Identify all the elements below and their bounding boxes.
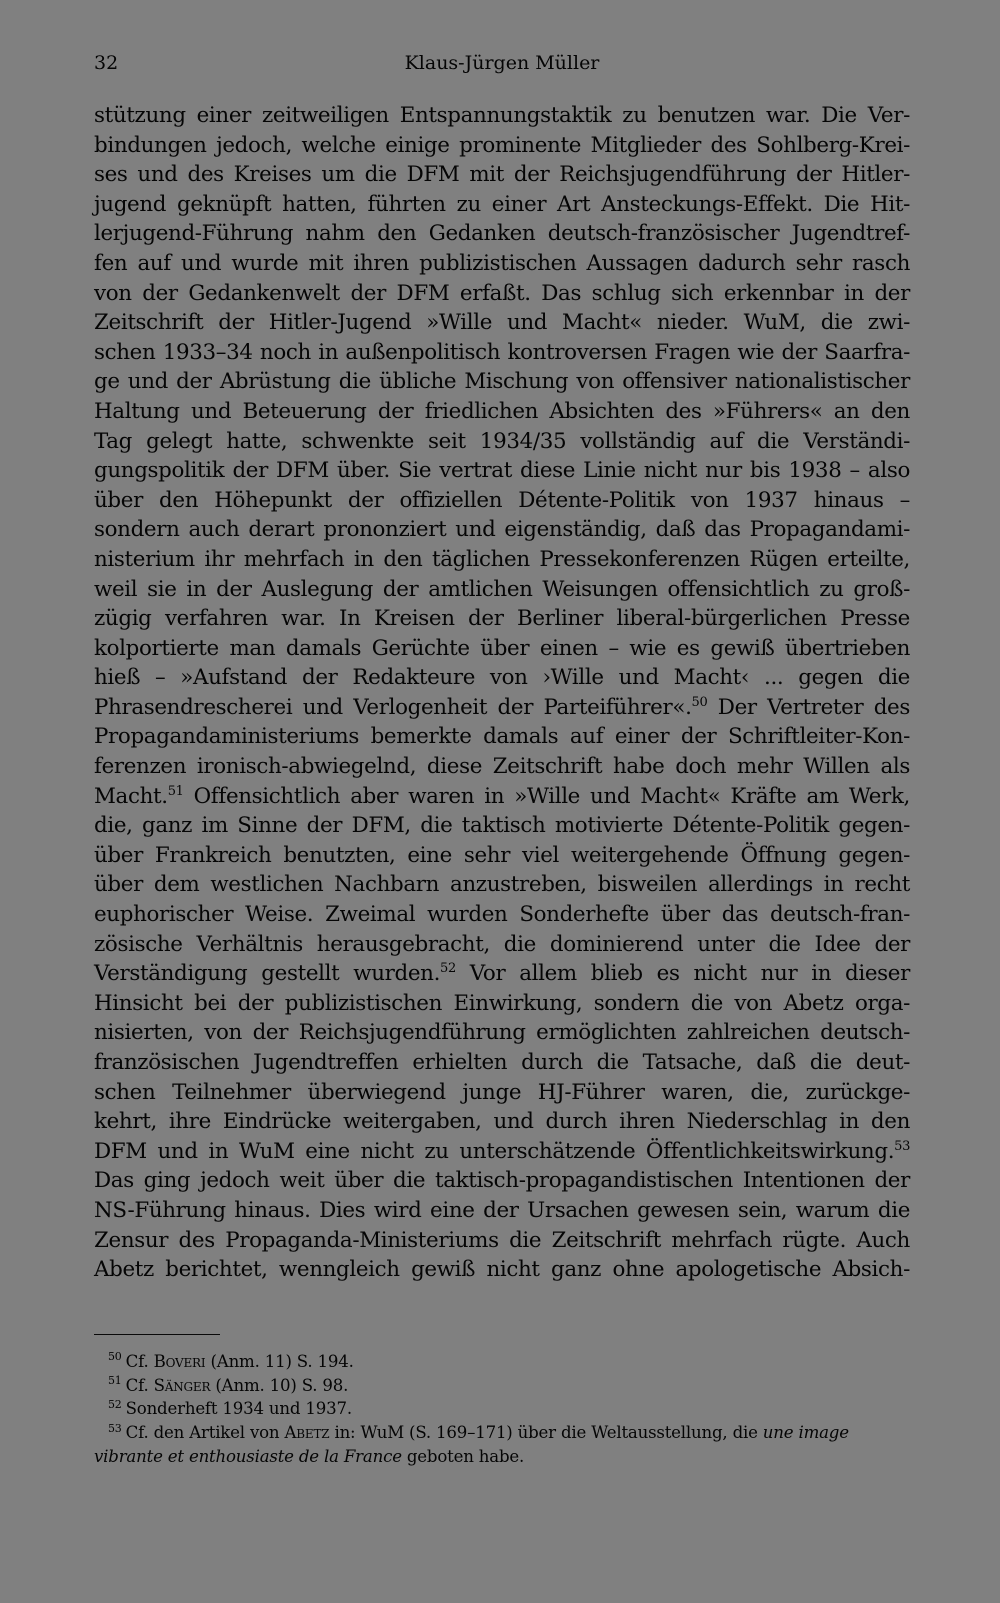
text-segment: Vor allem blieb es nicht nur in dieser (455, 961, 910, 987)
text-line (94, 959, 910, 989)
footnote-number: 53 (108, 1421, 122, 1435)
footnote (94, 1421, 910, 1445)
text-line: schen 1933–34 noch in außenpolitisch kontroversen Fragen wie der Saarfra- (94, 339, 910, 365)
text-line: über den Höhepunkt der offiziellen Détente-Politik von 1937 hinaus – (94, 487, 910, 513)
text-line: nisterium ihr mehrfach in den täglichen Pressekonferenzen Rügen erteilte, (94, 546, 910, 572)
text-line: Haltung und Beteuerung der friedlichen Absichten des »Führers« an den (94, 398, 910, 424)
footnote (94, 1350, 910, 1374)
text-line: über dem westlichen Nachbarn anzustreben, bisweilen allerdings in recht (94, 872, 910, 898)
text-line: schen Teilnehmer überwiegend junge HJ-Führer waren, die, zurückge- (94, 1079, 910, 1105)
text-line (94, 1137, 910, 1167)
footnote-reference[interactable]: 51 (167, 783, 184, 799)
running-head (94, 52, 910, 82)
text-line: Propagandaministeriums bemerkte damals auf einer der Schriftleiter-Kon- (94, 724, 910, 750)
text-segment: Verständigung gestellt wurden. (94, 961, 441, 987)
text-line: französischen Jugendtreffen erhielten durch die Tatsache, daß die deut- (94, 1050, 910, 1075)
footnote-text: Cf. (125, 1375, 154, 1395)
text-line: jugend geknüpft hatten, führten zu einer Art Ansteckungs-Effekt. Die Hit- (94, 191, 910, 217)
text-segment: Offensichtlich aber waren in »Wille und Macht« Kräfte am Werk, (183, 783, 910, 809)
footnote-author: Abetz (284, 1423, 330, 1443)
text-segment: Der Vertreter des (707, 694, 910, 720)
text-line (94, 693, 910, 723)
footnote-quote: vibrante et enthousiaste de la France (94, 1446, 402, 1466)
footnote (94, 1397, 910, 1421)
footnote-quote: une image (762, 1423, 849, 1443)
text-line: hieß – »Aufstand der Redakteure von ›Wille und Macht‹ ... gegen die (94, 665, 910, 691)
running-head-author: Klaus-Jürgen Müller (404, 52, 600, 74)
text-line: bindungen jedoch, welche einige prominente Mitglieder des Sohlberg-Krei- (94, 132, 910, 158)
text-line: NS-Führung hinaus. Dies wird eine der Ursachen gewesen sein, warum die (94, 1197, 910, 1223)
body-text (94, 101, 910, 1285)
footnote-number: 51 (108, 1374, 122, 1388)
footnote-continuation (94, 1445, 910, 1469)
footnote-text: (Anm. 10) S. 98. (210, 1375, 349, 1395)
footnote-author: Boveri (153, 1352, 206, 1371)
text-line: nisierten, von der Reichsjugendführung ermöglichten zahlreichen deutsch- (94, 1020, 910, 1046)
footnote-reference[interactable]: 53 (894, 1138, 910, 1154)
footnote-text: Sonderheft 1934 und 1937. (125, 1399, 352, 1419)
footnote-text: Cf. den Artikel von (125, 1423, 285, 1443)
text-line: euphorischer Weise. Zweimal wurden Sonderhefte über das deutsch-fran- (94, 902, 910, 928)
footnote-separator (94, 1334, 220, 1335)
text-segment: Phrasendrescherei und Verlogenheit der Parteiführer«. (94, 694, 692, 720)
text-segment: Macht. (94, 783, 168, 809)
footnote-text: (Anm. 11) S. 194. (205, 1352, 354, 1371)
page-number: 32 (94, 52, 119, 74)
text-line: kehrt, ihre Eindrücke weitergaben, und durch ihren Niederschlag in den (94, 1109, 910, 1135)
text-line: ge und der Abrüstung die übliche Mischung von offensiver nationalistischer (94, 369, 910, 395)
footnote-number: 52 (108, 1397, 122, 1411)
text-line: von der Gedankenwelt der DFM erfaßt. Das schlug sich erkennbar in der (94, 280, 910, 306)
text-line: stützung einer zeitweiligen Entspannungstaktik zu benutzen war. Die Ver- (94, 103, 910, 128)
text-line: sondern auch derart prononziert und eigenständig, daß das Propagandami- (94, 517, 910, 543)
footnote (94, 1374, 910, 1398)
text-line: Abetz berichtet, wenngleich gewiß nicht ganz ohne apologetische Absich- (94, 1257, 910, 1283)
footnote-text: geboten habe. (401, 1446, 525, 1466)
text-line: weil sie in der Auslegung der amtlichen Weisungen offensichtlich zu groß- (94, 576, 910, 602)
text-segment: DFM und in WuM eine nicht zu unterschätzende Öffentlichkeitswirkung. (94, 1138, 895, 1164)
text-line: zügig verfahren war. In Kreisen der Berliner liberal-bürgerlichen Presse (94, 606, 910, 632)
text-line: ses und des Kreises um die DFM mit der Reichsjugendführung der Hitler- (94, 162, 910, 188)
footnote-reference[interactable]: 50 (691, 694, 708, 710)
text-line: Tag gelegt hatte, schwenkte seit 1934/35 vollständig auf die Verständi- (94, 428, 910, 454)
text-line: ferenzen ironisch-abwiegelnd, diese Zeitschrift habe doch mehr Willen als (94, 754, 910, 780)
footnote-author: Sänger (153, 1375, 211, 1395)
text-line: Hinsicht bei der publizistischen Einwirkung, sondern die von Abetz orga- (94, 990, 910, 1016)
text-line: kolportierte man damals Gerüchte über einen – wie es gewiß übertrieben (94, 635, 910, 661)
footnote-reference[interactable]: 52 (440, 961, 456, 977)
footnote-text: Cf. (125, 1352, 154, 1371)
text-line (94, 782, 910, 812)
text-line: zösische Verhältnis herausgebracht, die dominierend unter die Idee der (94, 931, 910, 957)
text-line: über Frankreich benutzten, eine sehr viel weitergehende Öffnung gegen- (94, 842, 910, 868)
text-line: fen auf und wurde mit ihren publizistischen Aussagen dadurch sehr rasch (94, 250, 910, 276)
footnote-number: 50 (108, 1350, 122, 1364)
footnotes (94, 1350, 910, 1468)
text-line: lerjugend-Führung nahm den Gedanken deutsch-französischer Jugendtref- (94, 221, 910, 247)
footnote-text: in: WuM (S. 169–171) über die Weltausstellung, die (329, 1423, 763, 1443)
text-line: Zeitschrift der Hitler-Jugend »Wille und Macht« nieder. WuM, die zwi- (94, 310, 910, 336)
text-line: die, ganz im Sinne der DFM, die taktisch motivierte Détente-Politik gegen- (94, 813, 910, 839)
text-line: gungspolitik der DFM über. Sie vertrat diese Linie nicht nur bis 1938 – also (94, 458, 910, 484)
text-line: Zensur des Propaganda-Ministeriums die Zeitschrift mehrfach rügte. Auch (94, 1227, 910, 1253)
text-line: Das ging jedoch weit über die taktisch-propagandistischen Intentionen der (94, 1168, 910, 1194)
